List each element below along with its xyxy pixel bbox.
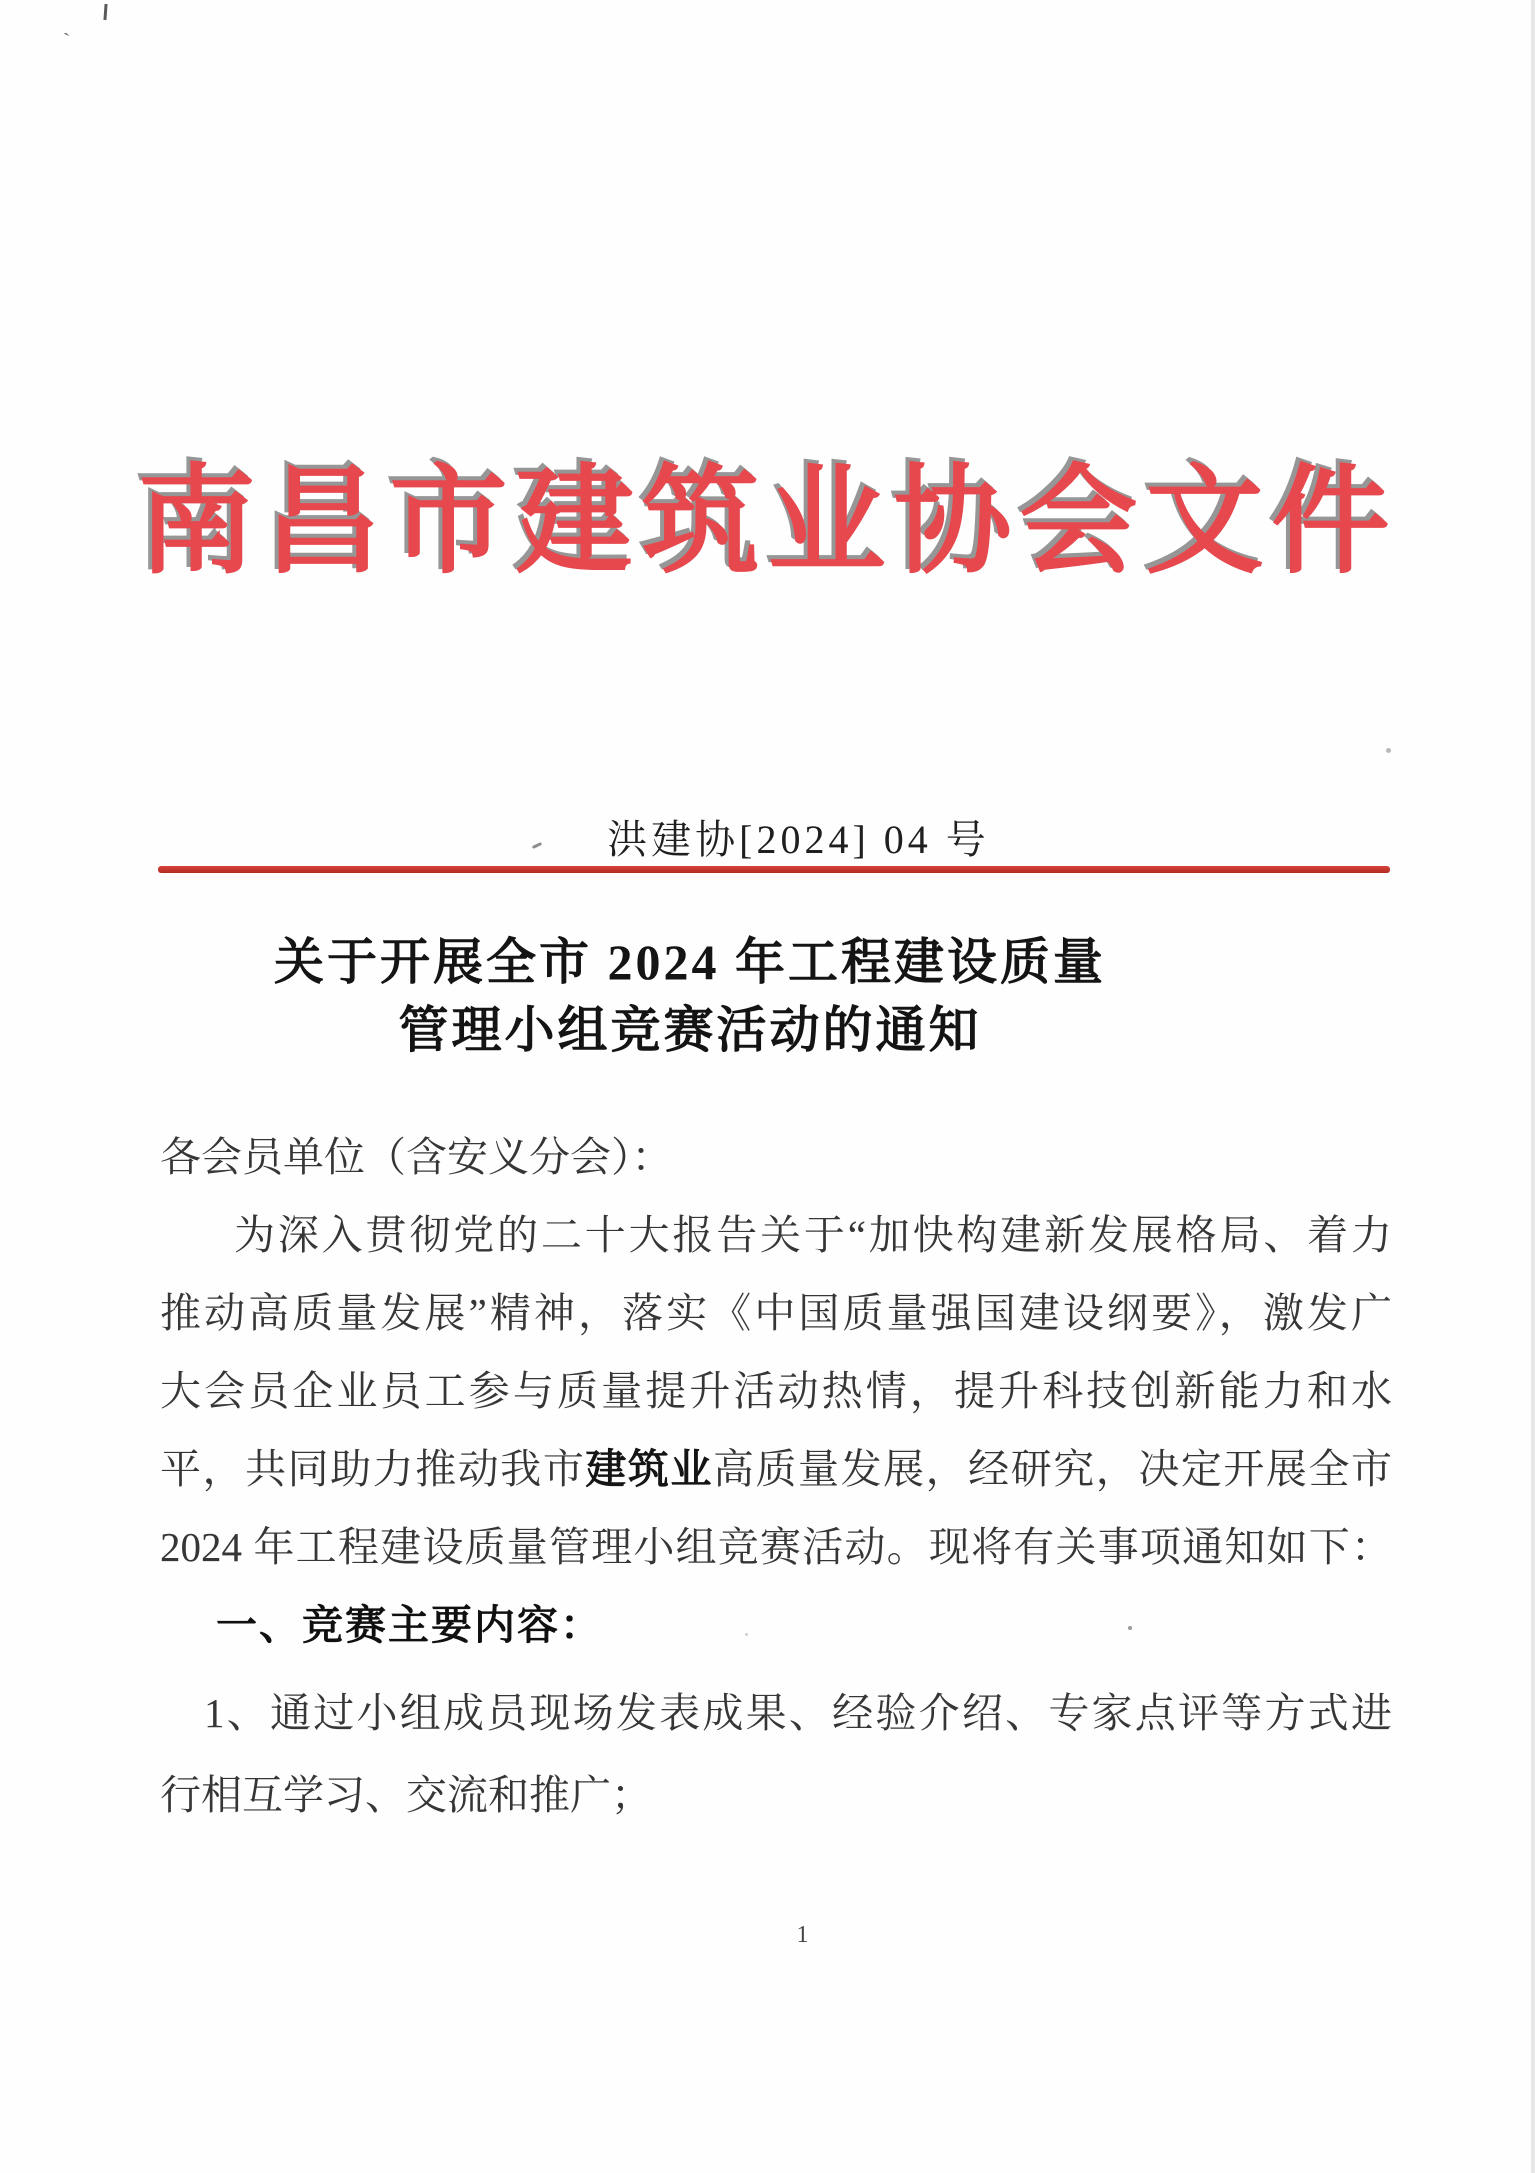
- paragraph-line: 大会员企业员工参与质量提升活动热情，提升科技创新能力和水: [160, 1368, 1392, 1414]
- paragraph-text: 平，共同助力推动我市: [160, 1446, 586, 1492]
- paragraph-line: [160, 1430, 1392, 1508]
- scan-artifact: [1531, 0, 1535, 2173]
- section-heading: 一、竞赛主要内容：: [216, 1602, 603, 1648]
- page-number: 1: [796, 1922, 809, 1948]
- scan-artifact: [1386, 748, 1391, 753]
- paragraph-text-emphasis: 建筑业: [585, 1446, 713, 1492]
- document-title: [75, 928, 1305, 1064]
- document-title-line2: 管理小组竞赛活动的通知: [398, 1002, 982, 1058]
- document-number: 洪建协[2024] 04 号: [607, 817, 990, 862]
- paragraph-line: 为深入贯彻党的二十大报告关于“加快构建新发展格局、着力: [234, 1212, 1392, 1258]
- scan-artifact: [103, 4, 107, 20]
- salutation: 各会员单位（含安义分会）：: [160, 1134, 673, 1180]
- letterhead-banner: 南昌市建筑业协会文件: [137, 457, 1398, 588]
- document-title-line1: 关于开展全市 2024 年工程建设质量: [274, 934, 1106, 990]
- red-divider-rule: [158, 866, 1390, 873]
- scan-artifact: `: [62, 27, 73, 54]
- list-item-line: 1、通过小组成员现场发表成果、经验介绍、专家点评等方式进: [204, 1690, 1392, 1736]
- paragraph-line: 推动高质量发展”精神，落实《中国质量强国建设纲要》，激发广: [160, 1290, 1392, 1336]
- paragraph-line: 2024 年工程建设质量管理小组竞赛活动。现将有关事项通知如下：: [160, 1524, 1392, 1570]
- paragraph-text: 高质量发展，经研究，决定开展全市: [712, 1446, 1393, 1492]
- document-body: [160, 1118, 1392, 1834]
- list-item-line: 行相互学习、交流和推广；: [160, 1772, 652, 1818]
